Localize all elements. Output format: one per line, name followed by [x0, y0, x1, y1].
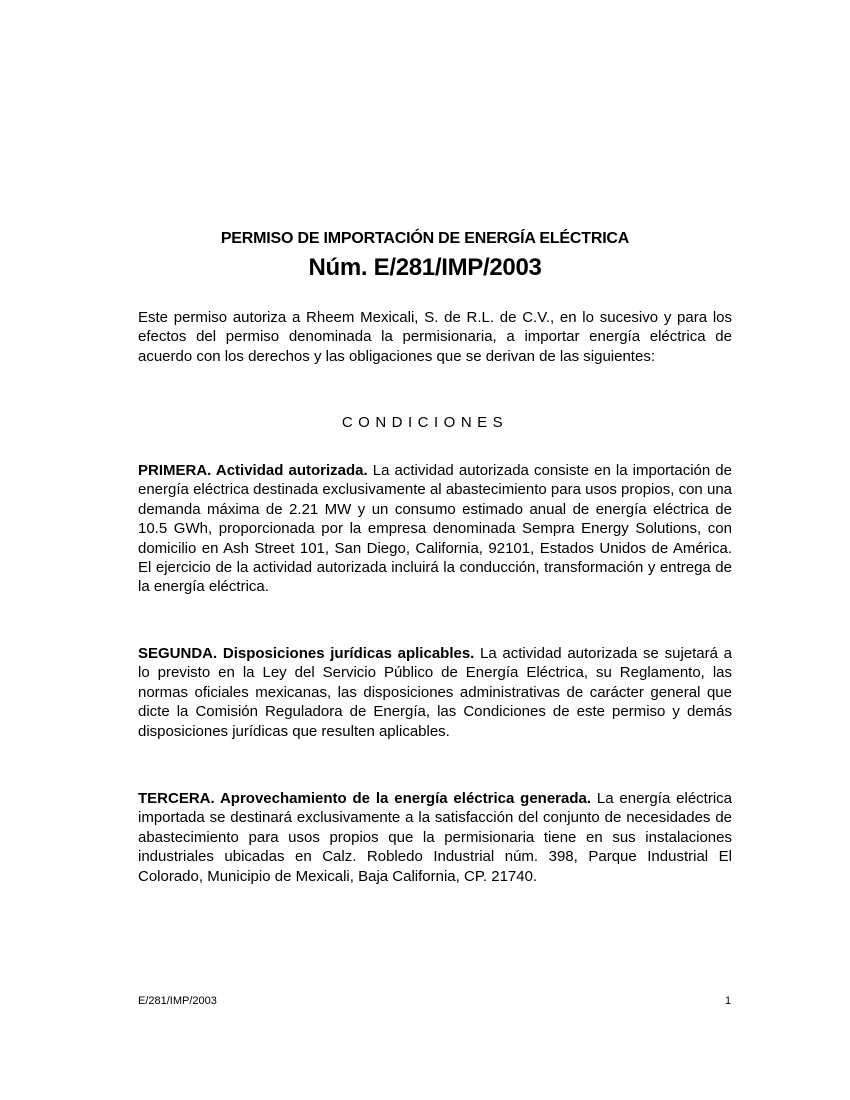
condition-segunda [138, 644, 732, 741]
footer-document-id: E/281/IMP/2003 [138, 995, 217, 1007]
condition-tercera [138, 789, 732, 886]
footer-page-number: 1 [725, 995, 732, 1007]
intro-paragraph: Este permiso autoriza a Rheem Mexicali, S. de R.L. de C.V., en lo sucesivo y para los efectos del permiso denominada la permisionaria, a importar energía eléctrica de acuerdo con los derechos y las obligaciones que se derivan de las siguientes: [138, 309, 732, 365]
permit-number: Núm. E/281/IMP/2003 [308, 254, 542, 281]
condition-lead: TERCERA. Aprovechamiento de la energía eléctrica generada. [138, 790, 592, 807]
document-title: PERMISO DE IMPORTACIÓN DE ENERGÍA ELÉCTRICA [220, 230, 630, 247]
condition-text: La actividad autorizada se sujetará a lo previsto en la Ley del Servicio Público de Energía Eléctrica, su Reglamento, las normas oficiales mexicanas, las disposiciones administrativas de carácter general que dicte la Comisión Reguladora de Energía, las Condiciones de este permiso y demás disposiciones jurídicas que resulten aplicables. [138, 645, 732, 740]
condition-lead: PRIMERA. Actividad autorizada. [138, 462, 368, 479]
condition-lead: SEGUNDA. Disposiciones jurídicas aplicables. [138, 645, 475, 662]
condition-primera [138, 461, 732, 597]
condition-text: La energía eléctrica importada se destinará exclusivamente a la satisfacción del conjunto de necesidades de abastecimiento para usos propios que la permisionaria tiene en sus instalaciones industriales ubicadas en Calz. Robledo Industrial núm. 398, Parque Industrial El Colorado, Municipio de Mexicali, Baja California, CP. 21740. [138, 790, 732, 885]
conditions-heading: CONDICIONES [341, 414, 509, 431]
condition-text: La actividad autorizada consiste en la importación de energía eléctrica destinada exclusivamente al abastecimiento para usos propios, con una demanda máxima de 2.21 MW y un consumo estimado anual de energía eléctrica de 10.5 GWh, proporcionada por la empresa denominada Sempra Energy Solutions, con domicilio en Ash Street 101, San Diego, California, 92101, Estados Unidos de América. El ejercicio de la actividad autorizada incluirá la conducción, transformación y entrega de la energía eléctrica. [138, 462, 732, 596]
